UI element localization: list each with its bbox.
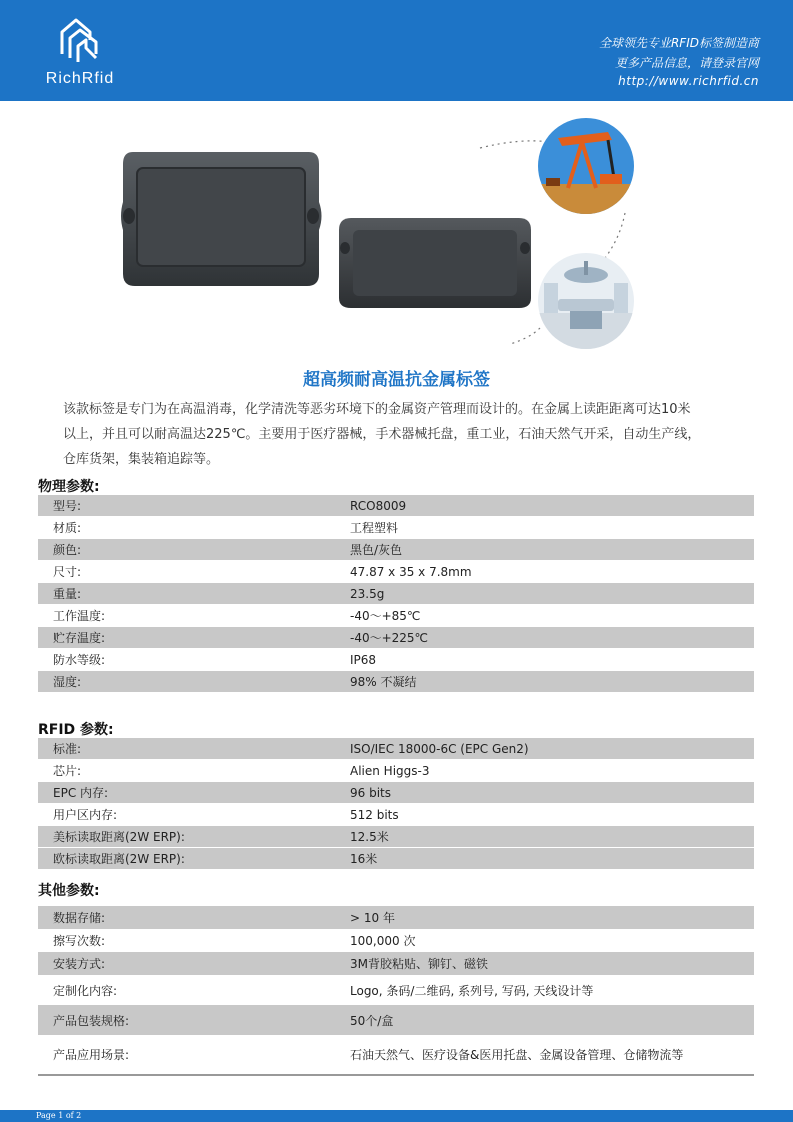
param-label: 美标读取距离(2W ERP): — [53, 830, 185, 844]
param-value: 512 bits — [350, 807, 399, 822]
table-row — [38, 826, 754, 848]
header-info: 更多产品信息，请登录官网 — [614, 56, 759, 70]
param-value: 96 bits — [350, 785, 391, 800]
page-header — [0, 0, 793, 101]
param-label: 湿度: — [53, 675, 82, 689]
physical-params-heading: 物理参数: — [38, 479, 100, 495]
param-value: Alien Higgs-3 — [350, 763, 430, 778]
param-label: 标准: — [53, 742, 82, 756]
rfid-params-table — [38, 738, 754, 870]
param-label: 欧标读取距离(2W ERP): — [53, 852, 185, 866]
brand-logo — [40, 14, 120, 94]
product-description — [63, 397, 753, 472]
param-value: RCO8009 — [350, 498, 407, 513]
table-row — [38, 782, 754, 804]
table-row — [38, 561, 754, 583]
param-label: EPC 内存: — [53, 786, 109, 800]
param-value: IP68 — [350, 652, 377, 667]
param-label: 产品应用场景: — [53, 1047, 130, 1062]
param-value: Logo, 条码/二维码, 系列号, 写码, 天线设计等 — [350, 983, 594, 998]
param-value: 16米 — [350, 852, 378, 866]
rfid-params-heading: RFID 参数: — [38, 722, 114, 738]
param-value: -40～+225℃ — [350, 631, 429, 645]
table-row — [38, 848, 754, 870]
param-label: 芯片: — [53, 764, 82, 778]
param-value: 3M背胶粘贴、铆钉、磁铁 — [350, 957, 488, 971]
table-row — [38, 671, 754, 693]
header-url[interactable]: http://www.richrfid.cn — [618, 74, 759, 88]
physical-params-table — [38, 495, 754, 693]
product-photo-large — [119, 148, 324, 288]
description-line: 以上，并且可以耐高温达225℃。主要用于医疗器械，手术器械托盘，重工业，石油天然气开采，自动生产线， — [63, 427, 701, 442]
param-value: 工程塑料 — [350, 521, 399, 535]
param-label: 型号: — [53, 499, 82, 513]
page-footer — [0, 1110, 793, 1122]
param-label: 尺寸: — [53, 565, 82, 579]
param-label: 安装方式: — [53, 957, 106, 971]
param-value: 50个/盒 — [350, 1013, 394, 1028]
other-params-heading: 其他参数: — [38, 883, 100, 899]
param-value: 黑色/灰色 — [350, 543, 403, 557]
table-row — [38, 760, 754, 782]
header-tagline: 全球领先专业RFID标签制造商 — [598, 36, 759, 50]
description-line: 该款标签是专门为在高温消毒，化学清洗等恶劣环境下的金属资产管理而设计的。在金属上读距距离可达10米 — [63, 402, 691, 417]
description-line: 仓库货架，集装箱追踪等。 — [63, 452, 220, 467]
table-row — [38, 1035, 754, 1073]
page-number: Page 1 of 2 — [36, 1111, 82, 1120]
param-value: 23.5g — [350, 586, 385, 601]
other-params-table — [38, 906, 754, 1073]
table-row — [38, 583, 754, 605]
oil-field-image — [538, 118, 634, 214]
brand-name: RichRfid — [45, 70, 115, 87]
param-label: 颜色: — [53, 543, 82, 557]
param-label: 防水等级: — [53, 653, 106, 667]
page-title: 超高频耐高温抗金属标签 — [303, 370, 490, 390]
table-row — [38, 929, 754, 952]
param-label: 贮存温度: — [53, 631, 106, 645]
param-label: 重量: — [53, 587, 82, 601]
param-label: 擦写次数: — [53, 934, 106, 948]
param-value: 98% 不凝结 — [350, 675, 417, 689]
table-row — [38, 649, 754, 671]
param-value: 石油天然气、医疗设备&医用托盘、金属设备管理、仓储物流等 — [350, 1047, 684, 1062]
table-row — [38, 517, 754, 539]
table-row — [38, 952, 754, 975]
param-label: 数据存储: — [53, 911, 106, 925]
param-value: 12.5米 — [350, 830, 389, 844]
table-row — [38, 804, 754, 826]
param-value: ISO/IEC 18000-6C (EPC Gen2) — [350, 741, 529, 756]
param-label: 产品包装规格: — [53, 1013, 130, 1028]
param-value: > 10 年 — [350, 911, 395, 925]
table-row — [38, 1005, 754, 1035]
table-row — [38, 975, 754, 1005]
param-label: 定制化内容: — [53, 983, 118, 998]
table-row — [38, 738, 754, 760]
hospital-image — [538, 253, 634, 349]
divider — [38, 1074, 754, 1076]
table-row — [38, 605, 754, 627]
param-label: 材质: — [53, 521, 82, 535]
brand-mark-icon — [52, 14, 108, 66]
table-row — [38, 906, 754, 929]
param-value: -40～+85℃ — [350, 609, 421, 623]
param-label: 工作温度: — [53, 609, 106, 623]
table-row — [38, 539, 754, 561]
table-row — [38, 495, 754, 517]
param-value: 47.87 x 35 x 7.8mm — [350, 564, 472, 579]
table-row — [38, 627, 754, 649]
param-value: 100,000 次 — [350, 934, 416, 948]
param-label: 用户区内存: — [53, 808, 118, 822]
